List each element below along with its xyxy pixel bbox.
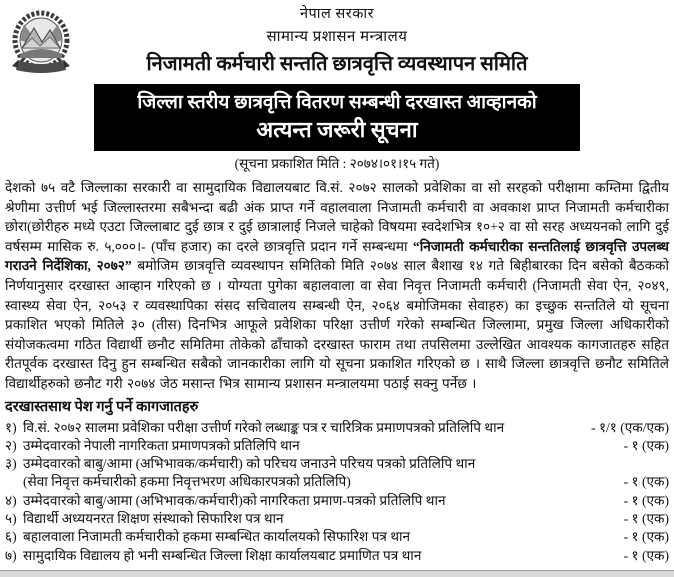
list-item-1 [5,419,669,437]
item-quantity: - १ (एक) [623,437,669,453]
item-quantity: - १ (एक) [623,474,669,490]
item-quantity: - १/१ (एक/एक) [591,419,669,435]
documents-list-heading: दरखास्तसाथ पेश गर्नु पर्ने कागजातहरु [5,398,199,415]
list-item-6 [5,528,669,546]
document-header [0,0,674,174]
government-name: नेपाल सरकार [299,6,375,22]
item-text: उम्मेदवारको बाबु/आमा (अभिभावक/कर्मचारी)को नागरिकता प्रमाण-पत्रको प्रतिलिपि थान [23,492,446,508]
list-item-3-continuation [5,473,669,491]
item-number: २) [5,437,17,453]
emblem-graphic [10,10,72,76]
notice-body-paragraph [5,178,669,394]
notice-title-box [94,84,580,151]
item-number: ३) [5,456,17,472]
item-text: विद्यार्थी अध्ययनरत शिक्षण संस्थाको सिफारिश पत्र थान [23,511,284,527]
body-text-post: बमोजिम छात्रवृत्ति व्यवस्थापन समितिको मिति २०७४ साल बैशाख १४ गते बिहीबारका दिन बसेको बैठकको निर्णयानुसार दरखास्त आव्हान गरिएको छ । योग्यता पुगेका बहालवाला वा सेवा निवृत्त निजामती कर्मचारी (निजामती सेवा ऐन, २०४९, स्वास्थ्य सेवा ऐन, २०५३ र व्यवस्थापिका संसद सचिवालय सम्बन्धी ऐन, २०६४ बमोजिमका सेवाहरु) का इच्छुक सन्ततिले यो सूचना प्रकाशित भएको मितिले ३० (तीस) दिनभित्र आफूले प्रवेशिका परिक्षा उत्तीर्ण गरेको सम्बन्धित जिल्लामा, प्रमुख जिल्ला अधिकारीको संयोजकत्वमा गठित विद्यार्थी छनौट समितिमा तोकेको ढाँचाको दरखास्त फाराम तथा तपसिलमा उल्लेखित आवश्यक कागजातहरु सहित रीतपूर्वक दरखास्त दिनु हुन सम्बन्धित सबैको जानकारीका लागि यो सूचना प्रकाशित गरिएको छ । साथै जिल्ला छात्रवृत्ति छनौट समितिले विद्यार्थीहरुको छनौट गरी २०७४ जेठ मसान्त भित्र सामान्य प्रशासन मन्त्रालयमा पठाई सक्नु पर्नेछ । [5,258,669,391]
nepal-government-emblem [10,10,72,76]
item-text: (सेवा निवृत्त कर्मचारीको हकमा निवृत्तभरण अधिकारपत्रको प्रतिलिपि) [23,474,351,490]
list-item-5 [5,510,669,528]
item-quantity: - १ (एक) [623,492,669,508]
documents-list [5,419,669,565]
item-number: ६) [5,529,17,545]
item-text: उम्मेदवारको बाबु/आमा (अभिभावक/कर्मचारी) को परिचय जनाउने परिचय पत्रको प्रतिलिपि थान [23,456,476,472]
list-item-4 [5,492,669,510]
item-quantity: - १ (एक) [623,511,669,527]
item-text: वि.सं. २०७२ सालमा प्रवेशिका परीक्षा उत्तीर्ण गरेको लब्धाङ्क पत्र र चारित्रिक प्रमाणपत्रको प्रतिलिपि थान [23,419,505,435]
list-item-3 [5,455,669,473]
notice-title-line2: अत्यन्त जरूरी सूचना [256,117,418,142]
item-number: ७) [5,547,17,563]
item-number: १) [5,419,17,435]
list-item-7 [5,547,669,565]
item-number: ५) [5,511,17,527]
notice-title-line1: जिल्ला स्तरीय छात्रवृत्ति वितरण सम्बन्धी दरखास्त आव्हानको [137,92,537,113]
publication-date: (सूचना प्रकाशित मिति : २०७४।०१।१५ गते) [234,156,440,171]
ministry-name: सामान्य प्रशासन मन्त्रालय [266,29,408,45]
committee-name: निजामती कर्मचारी सन्तति छात्रवृत्ति व्यवस्थापन समिति [146,53,528,75]
directive-title-bold: “निजामती कर्मचारीका सन्ततिलाई छात्रवृत्ति उपलब्ध गराउने निर्देशिका, २०७२” [5,238,669,274]
item-quantity: - १ (एक) [623,529,669,545]
item-text: उम्मेदवारको नेपाली नागरिकता प्रमाणपत्रको प्रतिलिपि थान [23,437,300,453]
item-text: बहालवाला निजामती कर्मचारीको हकमा सम्बन्धित कार्यालयको सिफारिश पत्र थान [23,529,411,545]
item-number: ४) [5,492,17,508]
list-item-2 [5,437,669,455]
item-text: सामुदायिक विद्यालय हो भनी सम्बन्धित जिल्ला शिक्षा कार्यालयबाट प्रमाणित पत्र थान [23,547,422,563]
body-text-pre: देशको ७५ वटै जिल्लाका सरकारी वा सामुदायिक विद्यालयबाट वि.सं. २०७२ सालको प्रवेशिका वा सो सरहको परीक्षामा कम्तिमा द्वितीय श्रेणीमा उत्तीर्ण भई जिल्लास्तरमा सबैभन्दा बढी अंक प्राप्त गर्ने वहालवाला निजामती कर्मचारी वा अवकाश प्राप्त निजामती कर्मचारीका छोरा(छोरीहरु मध्ये एउटा जिल्लाबाट दुई छात्र र दुई छात्रालाई निजले चाहेको विषयमा स्वदेशभित्र १०+२ वा सो सरह अध्ययनको लागि दुई वर्षसम्म मासिक रु. ५,०००।- (पाँच हजार) का दरले छात्रवृत्ति प्रदान गर्ने सम्बन्धमा [5,180,669,254]
page-bottom-strip [0,570,674,577]
item-quantity: - १ (एक) [623,547,669,563]
